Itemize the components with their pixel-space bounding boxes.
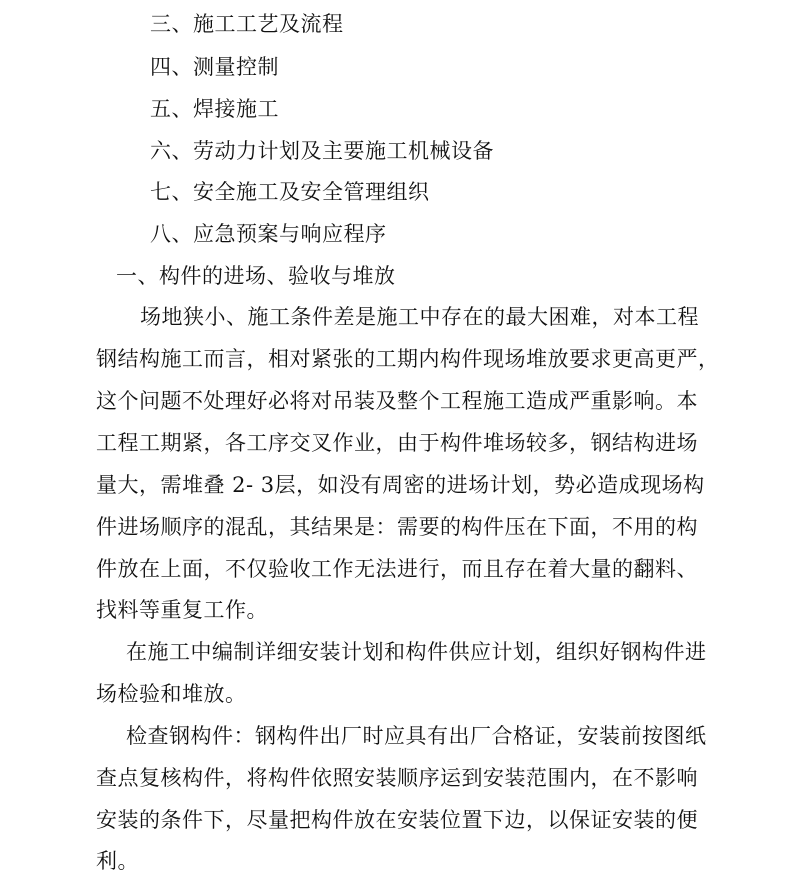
paragraph-1-line-8: 找料等重复工作。 — [96, 598, 268, 622]
paragraph-3-line-4: 利。 — [96, 849, 139, 873]
paragraph-3-line-3: 安装的条件下，尽量把构件放在安装位置下边，以保证安装的便 — [96, 808, 698, 832]
paragraph-1-line-5: 量大，需堆叠 2- 3层，如没有周密的进场计划，势必造成现场构 — [96, 473, 705, 497]
section-heading: 一、构件的进场、验收与堆放 — [116, 264, 396, 288]
toc-item-8: 八、应急预案与响应程序 — [150, 222, 387, 246]
toc-item-7: 七、安全施工及安全管理组织 — [150, 180, 430, 204]
toc-item-6: 六、劳动力计划及主要施工机械设备 — [150, 139, 494, 163]
paragraph-3-line-2: 查点复核构件，将构件依照安装顺序运到安装范围内，在不影响 — [96, 766, 698, 790]
paragraph-1-line-4: 工程工期紧，各工序交叉作业，由于构件堆场较多，钢结构进场 — [96, 431, 698, 455]
paragraph-1-line-6: 件进场顺序的混乱，其结果是：需要的构件压在下面，不用的构 — [96, 515, 698, 539]
toc-item-3: 三、施工工艺及流程 — [150, 12, 344, 36]
toc-item-4: 四、测量控制 — [150, 55, 279, 79]
toc-item-5: 五、焊接施工 — [150, 97, 279, 121]
paragraph-3-line-1: 检查钢构件：钢构件出厂时应具有出厂合格证，安装前按图纸 — [126, 724, 707, 748]
paragraph-2-line-1: 在施工中编制详细安装计划和构件供应计划，组织好钢构件进 — [126, 640, 707, 664]
paragraph-1-line-7: 件放在上面，不仅验收工作无法进行，而且存在着大量的翻料、 — [96, 557, 698, 581]
paragraph-1-line-3: 这个问题不处理好必将对吊装及整个工程施工造成严重影响。本 — [96, 389, 698, 413]
paragraph-1-line-1: 场地狭小、施工条件差是施工中存在的最大困难，对本工程 — [140, 305, 699, 329]
paragraph-2-line-2: 场检验和堆放。 — [96, 682, 247, 706]
paragraph-1-line-2: 钢结构施工而言，相对紧张的工期内构件现场堆放要求更高更严， — [96, 347, 720, 371]
